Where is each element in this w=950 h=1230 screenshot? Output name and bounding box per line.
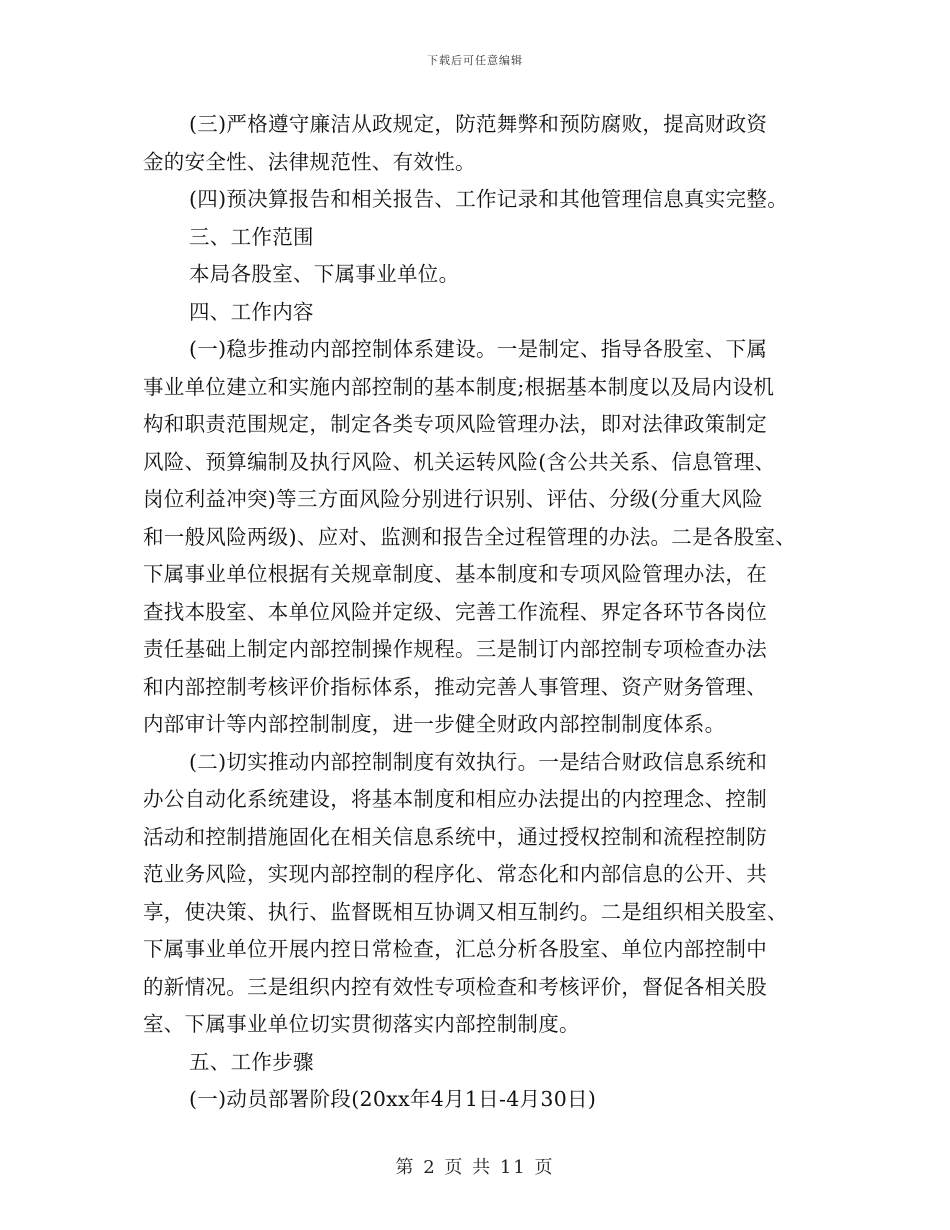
paragraph-line: 查找本股室、本单位风险并定级、完善工作流程、界定各环节各岗位 xyxy=(143,599,767,624)
paragraph-line: 构和职责范围规定，制定各类专项风险管理办法，即对法律政策制定 xyxy=(143,412,767,436)
paragraph-line: 金的安全性、法律规范性、有效性。 xyxy=(143,149,476,174)
paragraph-line: 下属事业单位开展内控日常检查，汇总分析各股室、单位内部控制中 xyxy=(143,937,767,961)
paragraph-line: (三)严格遵守廉洁从政规定，防范舞弊和预防腐败，提高财政资 xyxy=(189,112,768,136)
paragraph-line: (一)动员部署阶段(20xx年4月1日-4月30日) xyxy=(189,1087,597,1111)
paragraph-line: 和一般风险两级)、应对、监测和报告全过程管理的办法。二是各股室、 xyxy=(143,524,797,549)
section-heading: 五、工作步骤 xyxy=(189,1049,314,1074)
paragraph-line: (四)预决算报告和相关报告、工作记录和其他管理信息真实完整。 xyxy=(189,187,788,211)
paragraph-line: (一)稳步推动内部控制体系建设。一是制定、指导各股室、下属 xyxy=(189,337,768,361)
paragraph-line: (二)切实推动内部控制制度有效执行。一是结合财政信息系统和 xyxy=(189,749,768,774)
paragraph-line: 和内部控制考核评价指标体系，推动完善人事管理、资产财务管理、 xyxy=(143,674,767,699)
paragraph-line: 下属事业单位根据有关规章制度、基本制度和专项风险管理办法，在 xyxy=(143,562,767,586)
page-number: 第 2 页 共 11 页 xyxy=(395,1157,555,1178)
paragraph-line: 本局各股室、下属事业单位。 xyxy=(189,262,460,286)
document-body xyxy=(143,106,823,1119)
section-heading: 三、工作范围 xyxy=(189,224,314,249)
paragraph-line: 事业单位建立和实施内部控制的基本制度;根据基本制度以及局内设机 xyxy=(143,374,775,399)
page-header: 下载后可任意编辑 xyxy=(427,54,523,67)
paragraph-line: 活动和控制措施固化在相关信息系统中，通过授权控制和流程控制防 xyxy=(143,824,767,849)
paragraph-line: 享，使决策、执行、监督既相互协调又相互制约。二是组织相关股室、 xyxy=(143,899,788,924)
section-heading: 四、工作内容 xyxy=(189,299,314,324)
paragraph-line: 办公自动化系统建设，将基本制度和相应办法提出的内控理念、控制 xyxy=(143,787,767,811)
paragraph-line: 岗位利益冲突)等三方面风险分别进行识别、评估、分级(分重大风险 xyxy=(143,487,763,511)
paragraph-line: 责任基础上制定内部控制操作规程。三是制订内部控制专项检查办法 xyxy=(143,637,767,661)
paragraph-line: 风险、预算编制及执行风险、机关运转风险(含公共关系、信息管理、 xyxy=(143,449,776,474)
paragraph-line: 室、下属事业单位切实贯彻落实内部控制制度。 xyxy=(143,1012,580,1036)
paragraph-line: 的新情况。三是组织内控有效性专项检查和考核评价，督促各相关股 xyxy=(143,974,767,999)
paragraph-line: 范业务风险，实现内部控制的程序化、常态化和内部信息的公开、共 xyxy=(143,862,767,886)
paragraph-line: 内部审计等内部控制制度，进一步健全财政内部控制制度体系。 xyxy=(143,712,726,736)
